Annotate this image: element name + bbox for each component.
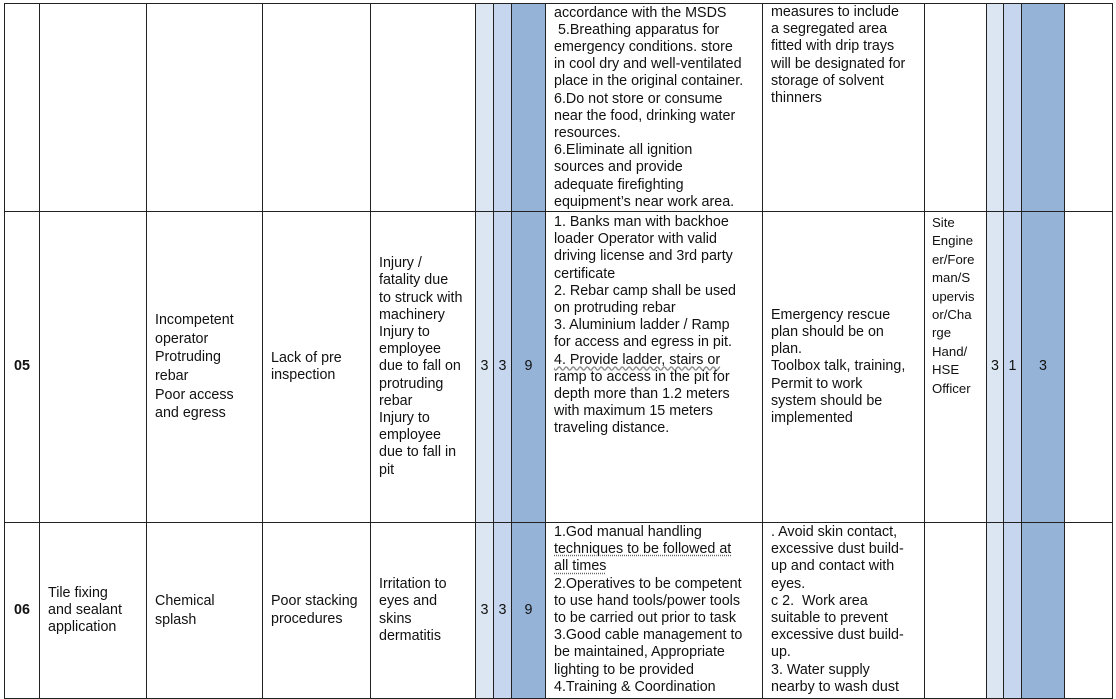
additional-controls-cell [763,212,925,523]
control-line: accordance with the MSDS [554,4,727,21]
responsible-line: rge [932,325,952,341]
control-line: all times [554,558,607,575]
cause-cell [263,4,371,212]
control-line: place in the original container. [554,73,744,90]
control-line: 3.Good cable management to [554,627,743,644]
additional-line: . Avoid skin contact, [771,524,898,540]
additional-line: excessive dust build- [771,541,904,558]
risk-assessment-table [4,3,1113,699]
control-line: for access and egress in pit. [554,334,733,351]
responsible-line: Engine [932,233,974,249]
control-line: resources. [554,124,621,141]
residual-likelihood-cell: 3 [987,212,1004,523]
activity-cell: Tile fixing and sealant application [40,523,147,699]
residual-severity-cell [1004,523,1022,699]
severity-cell: 3 [494,523,512,699]
remarks-cell [1065,212,1113,523]
control-line: 3. Aluminium ladder / Ramp [554,317,730,334]
additional-line: fitted with drip trays [771,38,895,55]
table-row [5,523,1113,699]
control-line: adequate firefighting [554,176,684,193]
additional-line: plan. [771,341,803,358]
likelihood-cell [476,4,494,212]
additional-line: Permit to work [771,375,863,392]
responsible-cell [925,4,987,212]
hazard-cell [147,4,263,212]
cause-cell: Lack of pre inspection [263,212,371,523]
residual-likelihood-cell [987,4,1004,212]
control-line: in cool dry and well-ventilated [554,56,742,73]
control-measures-cell [546,4,763,212]
responsible-line: upervis [932,288,975,304]
severity-cell: 3 [494,212,512,523]
consequence-cell: Irritation to eyes and skins dermatitis [371,523,476,699]
control-line: depth more than 1.2 meters [554,386,730,403]
risk-rating-cell: 9 [512,212,546,523]
control-line: sources and provide [554,159,683,176]
responsible-line: Hand/ [932,343,968,359]
remarks-cell [1065,523,1113,699]
control-line: 1. Banks man with backhoe [554,214,729,230]
row-number [5,4,40,212]
additional-line: 3. Water supply [771,661,870,678]
control-measures-cell [546,212,763,523]
additional-line: plan should be on [771,323,884,340]
additional-line: system should be [771,392,883,409]
additional-line: a segregated area [771,21,888,38]
residual-risk-cell [1022,523,1065,699]
table-row [5,4,1113,212]
control-line: 2.Operatives to be competent [554,575,742,592]
control-line: 6.Do not store or consume [554,90,723,107]
consequence-cell [371,4,476,212]
responsible-line: Site [932,215,955,230]
control-line: traveling distance. [554,420,670,437]
row-number: 06 [5,523,40,699]
row-number: 05 [5,212,40,523]
residual-severity-cell [1004,4,1022,212]
residual-likelihood-cell [987,523,1004,699]
responsible-line: Officer [932,380,971,396]
likelihood-cell: 3 [476,523,494,699]
residual-risk-cell [1022,4,1065,212]
cause-cell: Poor stacking procedures [263,523,371,699]
control-line: equipment’s near work area. [554,193,735,210]
hazard-cell: Chemical splash [147,523,263,699]
control-line: ramp to access in the pit for [554,368,730,385]
control-line: driving license and 3rd party [554,248,733,265]
severity-cell [494,4,512,212]
consequence-cell: Injury / fatality due to struck with machinery Injury to employee due to fall on protruding rebar Injury to employee due to fall in pit [371,212,476,523]
risk-rating-cell [512,4,546,212]
control-line: 4. Provide ladder, stairs or [554,351,721,368]
control-line: to be carried out prior to task [554,610,736,627]
activity-cell [40,4,147,212]
responsible-line: er/Fore [932,251,975,267]
additional-line: up and contact with [771,558,895,575]
risk-rating-cell: 9 [512,523,546,699]
control-line: on protruding rebar [554,300,676,317]
additional-line: storage of solvent [771,72,884,89]
control-line: 2. Rebar camp shall be used [554,282,736,299]
control-line: to use hand tools/power tools [554,592,740,609]
control-line: 4.Training & Coordination [554,678,716,695]
control-line: be maintained, Appropriate [554,644,725,661]
control-line: 1.God manual handling [554,524,702,540]
control-line: emergency conditions. store [554,38,733,55]
remarks-cell [1065,4,1113,212]
residual-risk-cell: 3 [1022,212,1065,523]
activity-cell [40,212,147,523]
additional-line: Emergency rescue [771,306,891,323]
responsible-line: man/S [932,270,971,286]
additional-line: will be designated for [771,55,906,72]
additional-line: eyes. [771,575,806,592]
responsible-cell [925,523,987,699]
additional-line: c 2. Work area [771,592,868,609]
responsible-line: HSE [932,362,960,378]
hazard-cell: Incompetent operator Protruding rebar Poor access and egress [147,212,263,523]
control-line: 6.Eliminate all ignition [554,142,693,159]
additional-line: measures to include [771,4,899,20]
control-line: 5.Breathing apparatus for [554,21,720,38]
control-line: certificate [554,265,616,282]
control-line: near the food, drinking water [554,107,736,124]
control-line: techniques to be followed at [554,541,732,558]
control-line: with maximum 15 meters [554,403,713,420]
additional-line: Toolbox talk, training, [771,358,906,375]
control-line: lighting to be provided [554,661,694,678]
control-line: loader Operator with valid [554,231,717,248]
control-measures-cell [546,523,763,699]
additional-line: thinners [771,90,822,107]
additional-line: implemented [771,410,853,426]
likelihood-cell: 3 [476,212,494,523]
additional-controls-cell [763,523,925,699]
additional-controls-cell [763,4,925,212]
responsible-cell [925,212,987,523]
additional-line: nearby to wash dust [771,678,899,695]
additional-line: suitable to prevent [771,610,888,627]
responsible-line: or/Cha [932,307,972,323]
residual-severity-cell: 1 [1004,212,1022,523]
additional-line: up. [771,644,791,661]
table-row [5,212,1113,523]
additional-line: excessive dust build- [771,627,904,644]
